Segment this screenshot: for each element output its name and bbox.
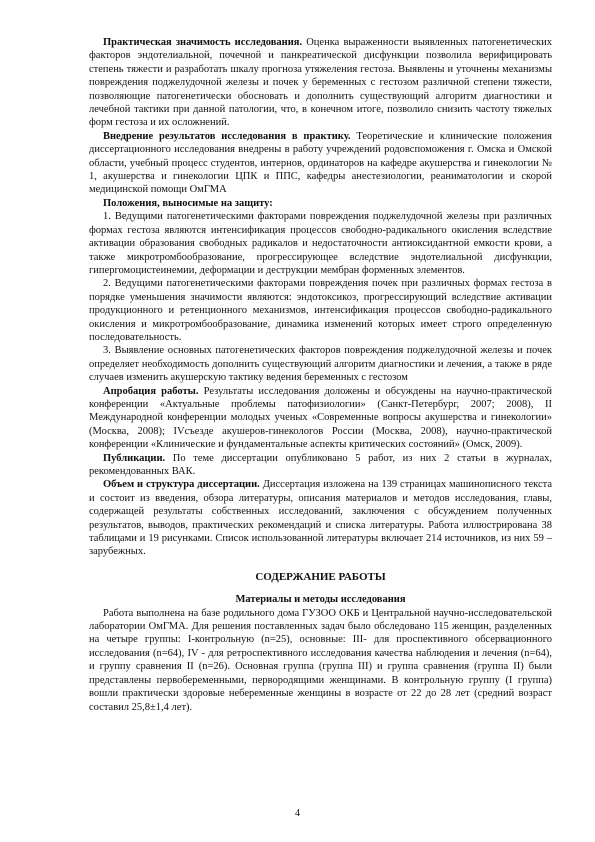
document-page <box>89 36 552 714</box>
structure-label: Объем и структура диссертации. <box>103 479 260 491</box>
materials-methods-paragraph: Работа выполнена на базе родильного дома ГУЗОО ОКБ и Центральной научно-исследовательской лаборатории ОмГМА. Для решения поставленных задач было обследовано 115 женщин, разделенных на четыре группы: I-контрольную (n=25), основные: III- для проспективного обсервационного исследования (n=64), IV - для ретроспективного исследования качества наблюдения и лечения (n=64), и группу сравнения II (n=26). Основная группа (группа III) и группа сравнения (группа II) были представлены первобеременными, первородящими женщинами. В контрольную группу (I группа) вошли практически здоровые небеременные женщины в возрасте от 22 до 28 лет (средний возраст составил 25,8±1,4 лет). <box>89 607 552 713</box>
publications-text: По теме диссертации опубликовано 5 работ, из них 2 статьи в журналах, рекомендованных ВАК. <box>89 452 552 477</box>
approbation-label: Апробация работы. <box>103 385 199 397</box>
structure-text: Диссертация изложена на 139 страницах машинописного текста и состоит из введения, обзора литературы, описания материалов и методов исследования, главы, содержащей результаты собственных исследований, заключения с обсуждением полученных результатов, выводов, практических рекомендаций и списка литературы. Работа иллюстрирована 38 таблицами и 19 рисунками. Список использованной литературы включает 214 источников, из них 59 – зарубежных. <box>89 479 552 558</box>
approbation-text: Результаты исследования доложены и обсуждены на научно-практической конференции «Актуальные проблемы патофизиологии» (Санкт-Петербург, 2007; 2008), II Международной конференции молодых ученых «Современные вопросы акушерства и гинекологии» (Москва, 2008); IVсъезде акушеров-гинекологов России (Москва, 2008), научно-практической конференции «Клинические и фундаментальные аспекты критических состояний» (Омск, 2009). <box>89 385 552 451</box>
defense-provision-2: 2. Ведущими патогенетическими факторами повреждения почек при различных формах гестоза в порядке уменьшения значимости являются: эндотоксикоз, прогрессирующий вследствие активации продукционного и ретенционного механизмов, интенсификация процессов свободно-радикального окисления и микротромбообразование, динамика изменений которых имеет строго определенную последовательность. <box>89 278 552 343</box>
materials-methods-heading: Материалы и методы исследования <box>235 594 406 606</box>
content-section-heading: СОДЕРЖАНИЕ РАБОТЫ <box>255 570 386 583</box>
defense-provision-3: 3. Выявление основных патогенетических факторов повреждения поджелудочной железы и почек определяет необходимость дополнить существующий алгоритм диагностики и лечения, а также в ряде случаев изменить акушерскую тактику ведения беременных с гестозом <box>89 345 552 384</box>
implementation-paragraph <box>89 130 552 197</box>
publications-paragraph <box>89 452 552 479</box>
practical-significance-label: Практическая значимость исследования. <box>103 37 303 48</box>
structure-paragraph <box>89 478 552 558</box>
defense-provisions-heading: Положения, выносимые на защиту: <box>103 197 273 209</box>
practical-significance-paragraph <box>89 36 552 130</box>
implementation-text: Теоретические и клинические положения диссертационного исследования внедрены в работу учреждений родовспоможения г. Омска и Омской области, учебный процесс студентов, интернов, ординаторов на кафедре акушерства и гинекологии № 1, акушерства и гинекологии ЦПК и ППС, кафедры анестезиологии, реаниматологии и скорой медицинской помощи ОмГМА <box>89 130 553 196</box>
practical-significance-text: Оценка выраженности выявленных патогенетических факторов эндотелиальной, почечной и панкреатической дисфункции позволила верифицировать степень тяжести и разработать шкалу прогноза утяжеления гестоза. Выявлены и уточнены механизмы повреждения поджелудочной железы и почек у беременных с гестозом различной степени тяжести, позволяющие патогенетически обосновать и дополнить существующий алгоритм диагностики и лечебной тактики при данной патологии, что, в конечном итоге, позволило снизить частоту тяжелых форм гестоза и их осложнений. <box>89 37 552 129</box>
defense-provision-1: 1. Ведущими патогенетическими факторами повреждения поджелудочной железы при различных формах гестоза являются интенсификация процессов свободно-радикального окисления вследствие активации образования свободных радикалов и недостаточности антиоксидантной емкости крови, а также микротромбообразование, прогрессирующее вследствие эндотелиальной дисфункции, гипергомоцистеинемии, деформации и деструкции мембран форменных элементов. <box>89 211 552 276</box>
page-number: 4 <box>295 808 300 819</box>
approbation-paragraph <box>89 385 552 452</box>
implementation-label: Внедрение результатов исследования в практику. <box>103 130 351 142</box>
publications-label: Публикации. <box>103 452 166 464</box>
